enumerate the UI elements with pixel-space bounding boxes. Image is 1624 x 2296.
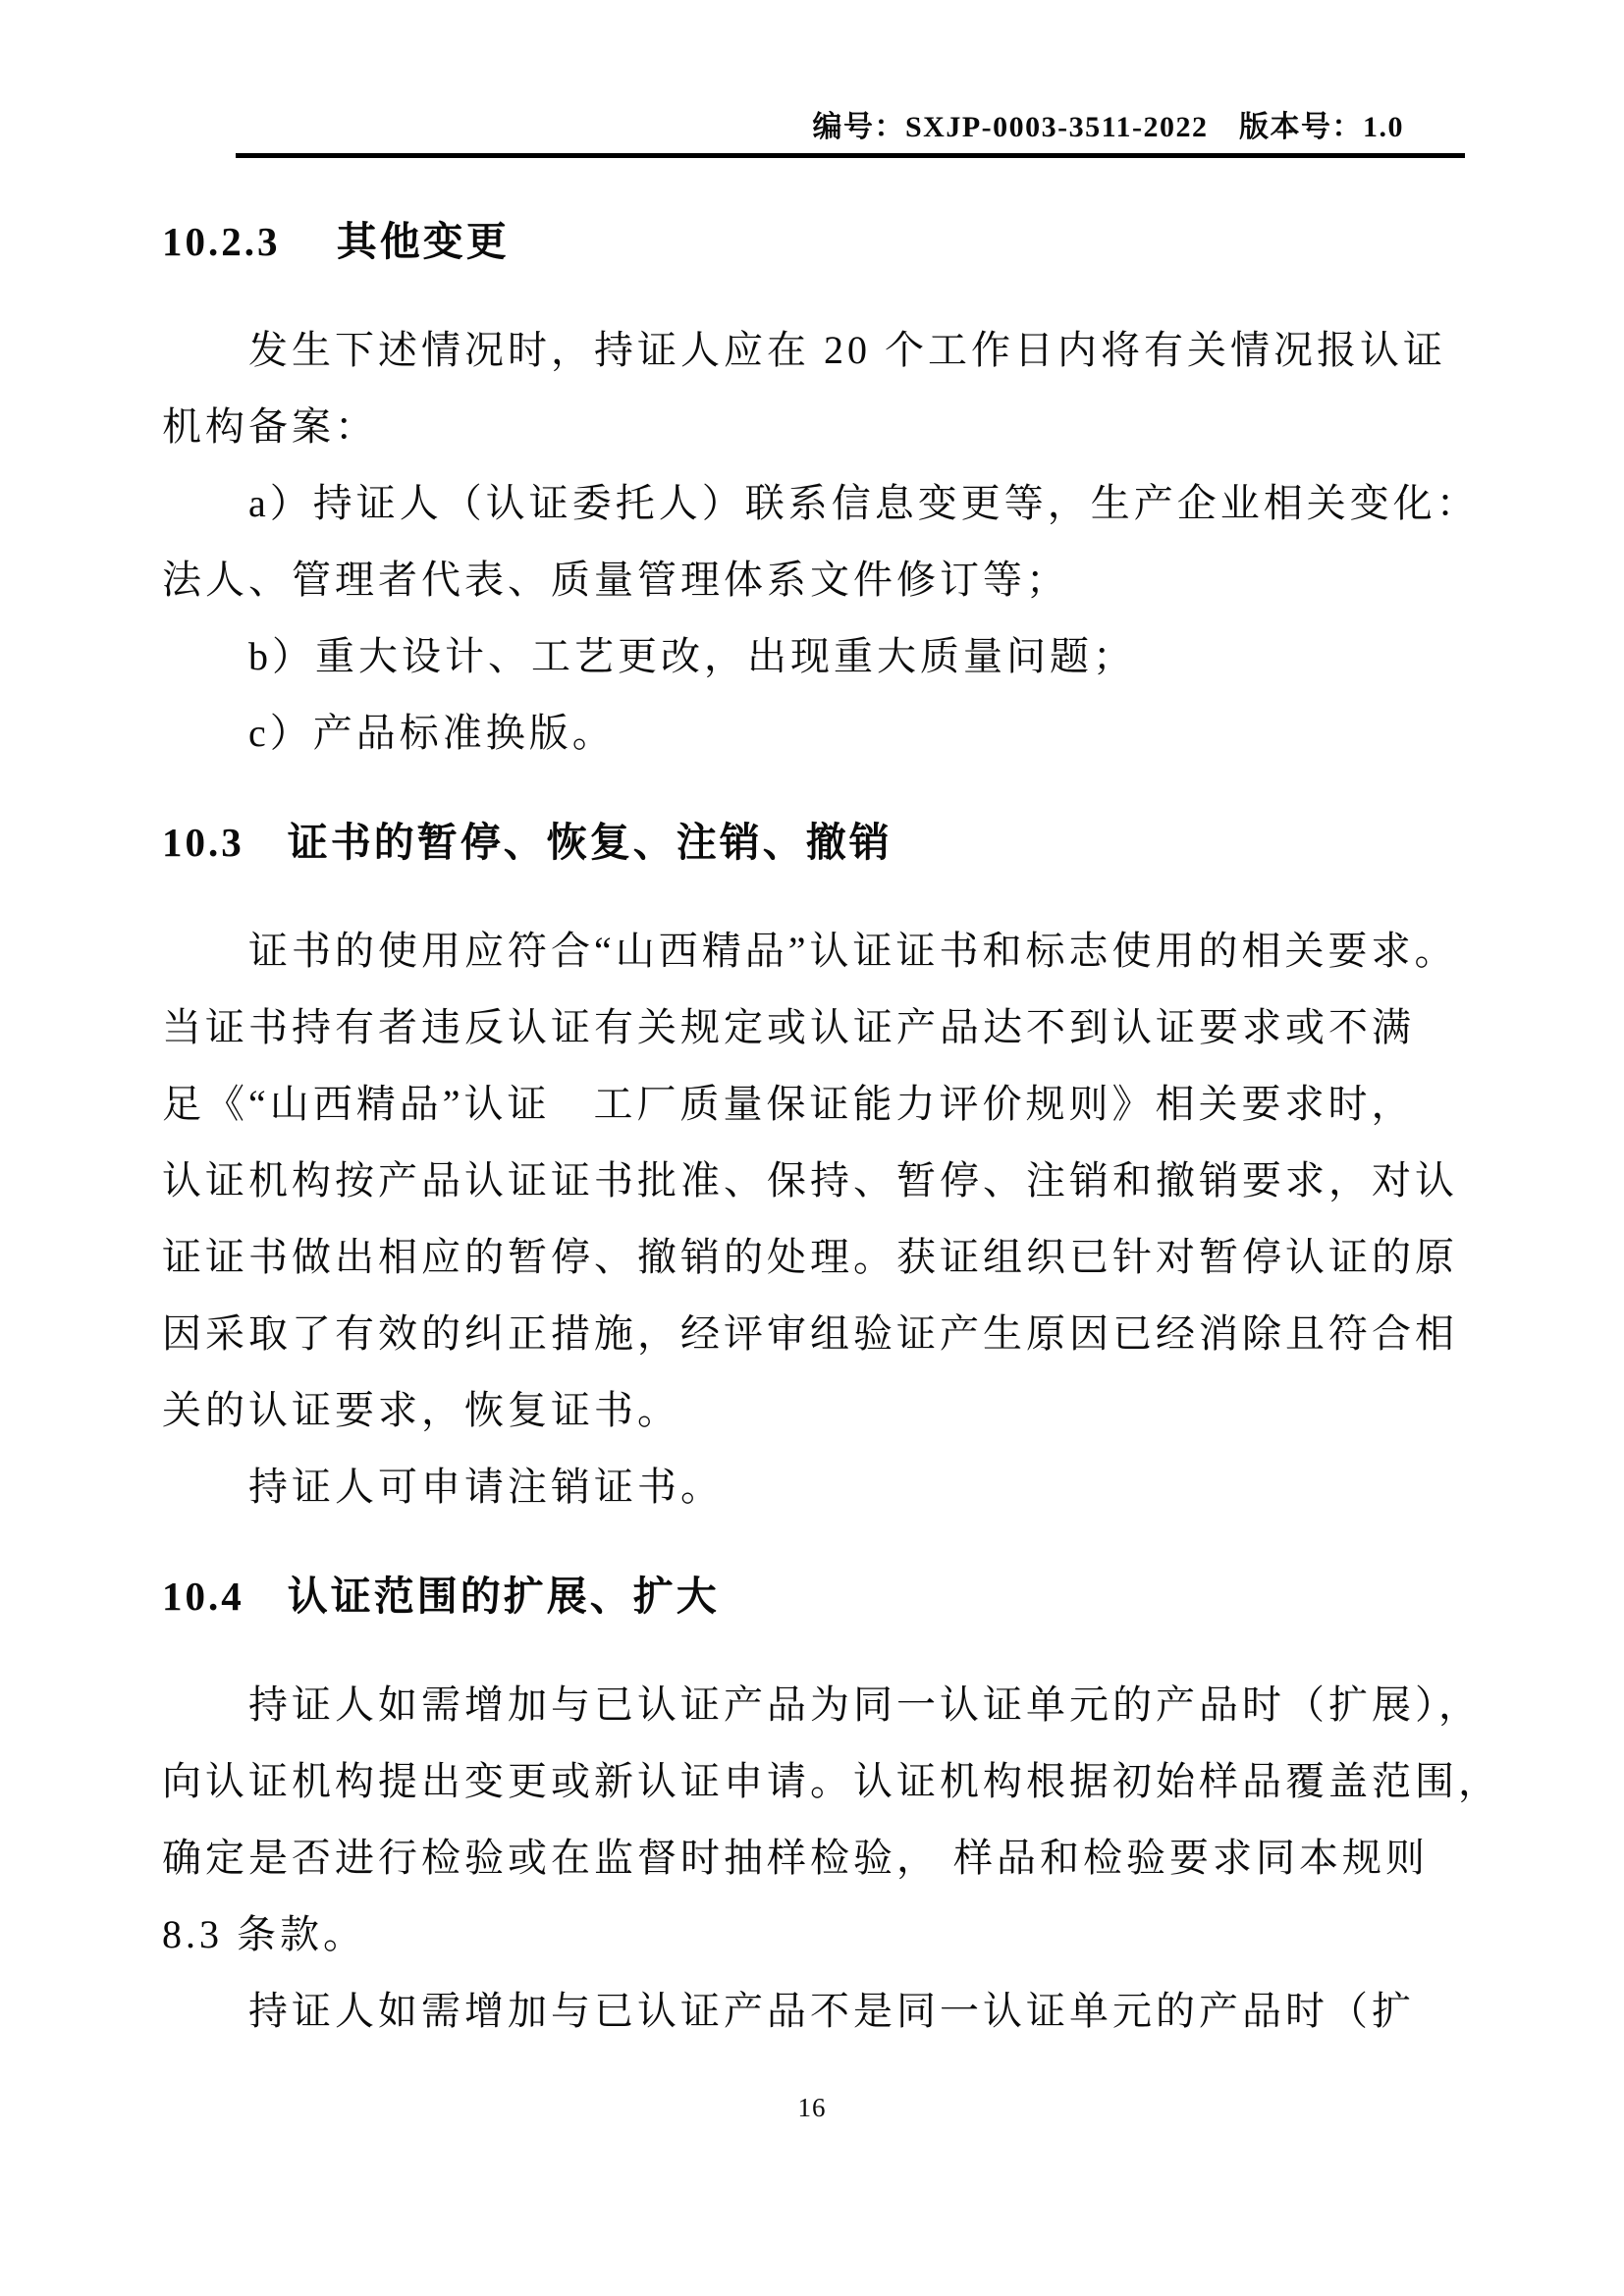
paragraph-line: 发生下述情况时，持证人应在 20 个工作日内将有关情况报认证 bbox=[248, 328, 1446, 372]
paragraph bbox=[162, 695, 1468, 772]
paragraph bbox=[162, 1973, 1468, 2050]
paragraph-line: 足《“山西精品”认证 工厂质量保证能力评价规则》相关要求时， bbox=[162, 1082, 1415, 1126]
paragraph-line: 因采取了有效的纠正措施，经评审组验证产生原因已经消除且符合相 bbox=[162, 1311, 1458, 1356]
paragraph bbox=[162, 913, 1468, 1449]
paragraph-line: b）重大设计、工艺更改，出现重大质量问题； bbox=[248, 634, 1136, 678]
section-heading: 10.2.3 其他变更 bbox=[162, 219, 510, 264]
paragraph bbox=[162, 312, 1468, 465]
paragraph-line: 向认证机构提出变更或新认证申请。认证机构根据初始样品覆盖范围， bbox=[162, 1759, 1501, 1803]
document-code-header: 编号：SXJP-0003-3511-2022 版本号：1.0 bbox=[812, 111, 1404, 143]
paragraph-line: 关的认证要求，恢复证书。 bbox=[162, 1388, 680, 1432]
paragraph-line: 认证机构按产品认证证书批准、保持、暂停、注销和撤销要求，对认 bbox=[162, 1158, 1458, 1202]
paragraph bbox=[162, 1449, 1468, 1525]
header-rule bbox=[236, 153, 1465, 158]
paragraph-line: c）产品标准换版。 bbox=[248, 711, 616, 755]
paragraph-line: 当证书持有者违反认证有关规定或认证产品达不到认证要求或不满 bbox=[162, 1005, 1415, 1049]
paragraph-line: 法人、管理者代表、质量管理体系文件修订等； bbox=[162, 558, 1069, 602]
paragraph-line: 持证人如需增加与已认证产品不是同一认证单元的产品时（扩 bbox=[248, 1989, 1415, 2033]
paragraph-line: 8.3 条款。 bbox=[162, 1912, 366, 1956]
paragraph-line: 确定是否进行检验或在监督时抽样检验， 样品和检验要求同本规则 bbox=[162, 1836, 1429, 1880]
paragraph bbox=[162, 1667, 1501, 1973]
section-heading: 10.4 认证范围的扩展、扩大 bbox=[162, 1574, 720, 1619]
paragraph bbox=[162, 618, 1468, 695]
section-heading: 10.3 证书的暂停、恢复、注销、撤销 bbox=[162, 820, 893, 865]
paragraph-line: 证证书做出相应的暂停、撤销的处理。获证组织已针对暂停认证的原 bbox=[162, 1235, 1458, 1279]
paragraph-line: 证书的使用应符合“山西精品”认证证书和标志使用的相关要求。 bbox=[248, 929, 1458, 973]
paragraph-line: 持证人如需增加与已认证产品为同一认证单元的产品时（扩展）， bbox=[248, 1682, 1482, 1727]
paragraph-line: 持证人可申请注销证书。 bbox=[248, 1465, 724, 1509]
paragraph-line: 机构备案： bbox=[162, 404, 378, 449]
paragraph-line: a）持证人（认证委托人）联系信息变更等，生产企业相关变化： bbox=[248, 481, 1480, 525]
document-body bbox=[162, 171, 1501, 2050]
paragraph bbox=[162, 465, 1480, 618]
page-number: 16 bbox=[797, 2093, 827, 2122]
